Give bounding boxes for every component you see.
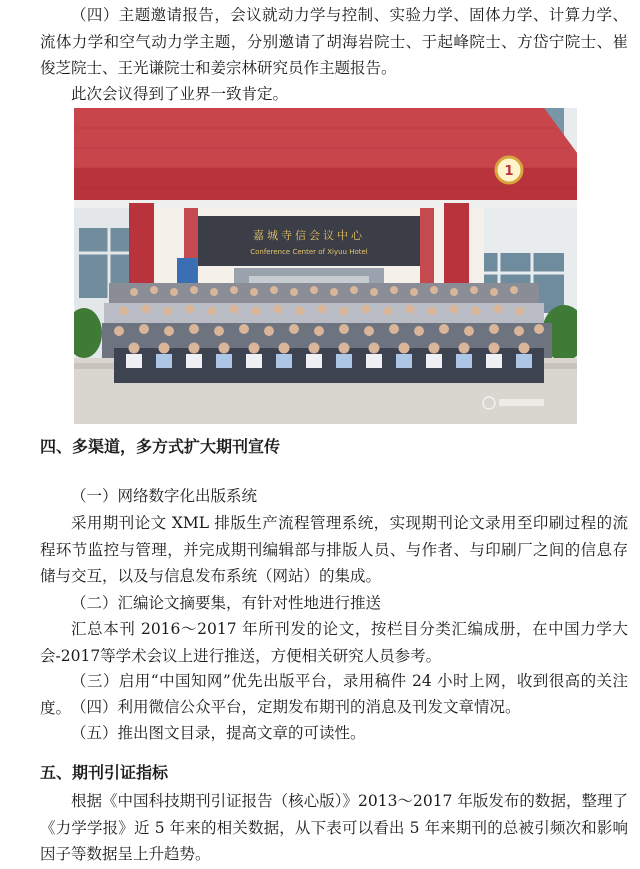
affirmation-paragraph: 此次会议得到了业界一致肯定。	[71, 85, 289, 103]
section4-item1-body: 采用期刊论文 XML 排版生产流程管理系统，实现期刊论文录用至印刷过程的流程环节监控与管理，并完成期刊编辑部与排版人员、与作者、与印刷厂之间的信息存储与交互，以及与信息发布系统（网站）的集成。	[40, 514, 628, 585]
conference-group-photo	[74, 108, 577, 424]
section4-item1-title: （一）网络数字化出版系统	[71, 487, 258, 505]
section5-heading: 五、期刊引证指标	[40, 763, 169, 782]
section4-heading: 四、多渠道，多方式扩大期刊宣传	[40, 437, 281, 456]
section4-item3: （三）启用“中国知网”优先出版平台，录用稿件 24 小时上网，收到很高的关注度。	[40, 672, 628, 717]
building-sign-cn: 嘉城寺信会议中心	[253, 229, 365, 242]
building-sign-en: Conference Center of Xiyuu Hotel	[250, 248, 368, 256]
section5-body: 根据《中国科技期刊引证报告（核心版）》2013～2017 年版发布的数据，整理了《力学学报》近 5 年来的相关数据，从下表可以看出 5 年来期刊的总被引频次和影响因子等数据呈上升趋势。	[40, 792, 628, 863]
plenary-reports-paragraph: （四）主题邀请报告，会议就动力学与控制、实验力学、固体力学、计算力学、流体力学和空气动力学主题，分别邀请了胡海岩院士、于起峰院士、方岱宁院士、崔俊芝院士、王光谦院士和姜宗林研究员作主题报告。	[40, 6, 628, 77]
pillar-number: 1	[504, 164, 514, 179]
section4-item2-title: （二）汇编论文摘要集，有针对性地进行推送	[71, 594, 382, 612]
section4-item2-body: 汇总本刊 2016～2017 年所刊发的论文，按栏目分类汇编成册，在中国力学大会-2017等学术会议上进行推送，方便相关研究人员参考。	[40, 620, 628, 665]
section4-item5: （五）推出图文目录，提高文章的可读性。	[71, 724, 366, 742]
section4-item4: （四）利用微信公众平台，定期发布期刊的消息及刊发文章情况。	[71, 698, 521, 716]
